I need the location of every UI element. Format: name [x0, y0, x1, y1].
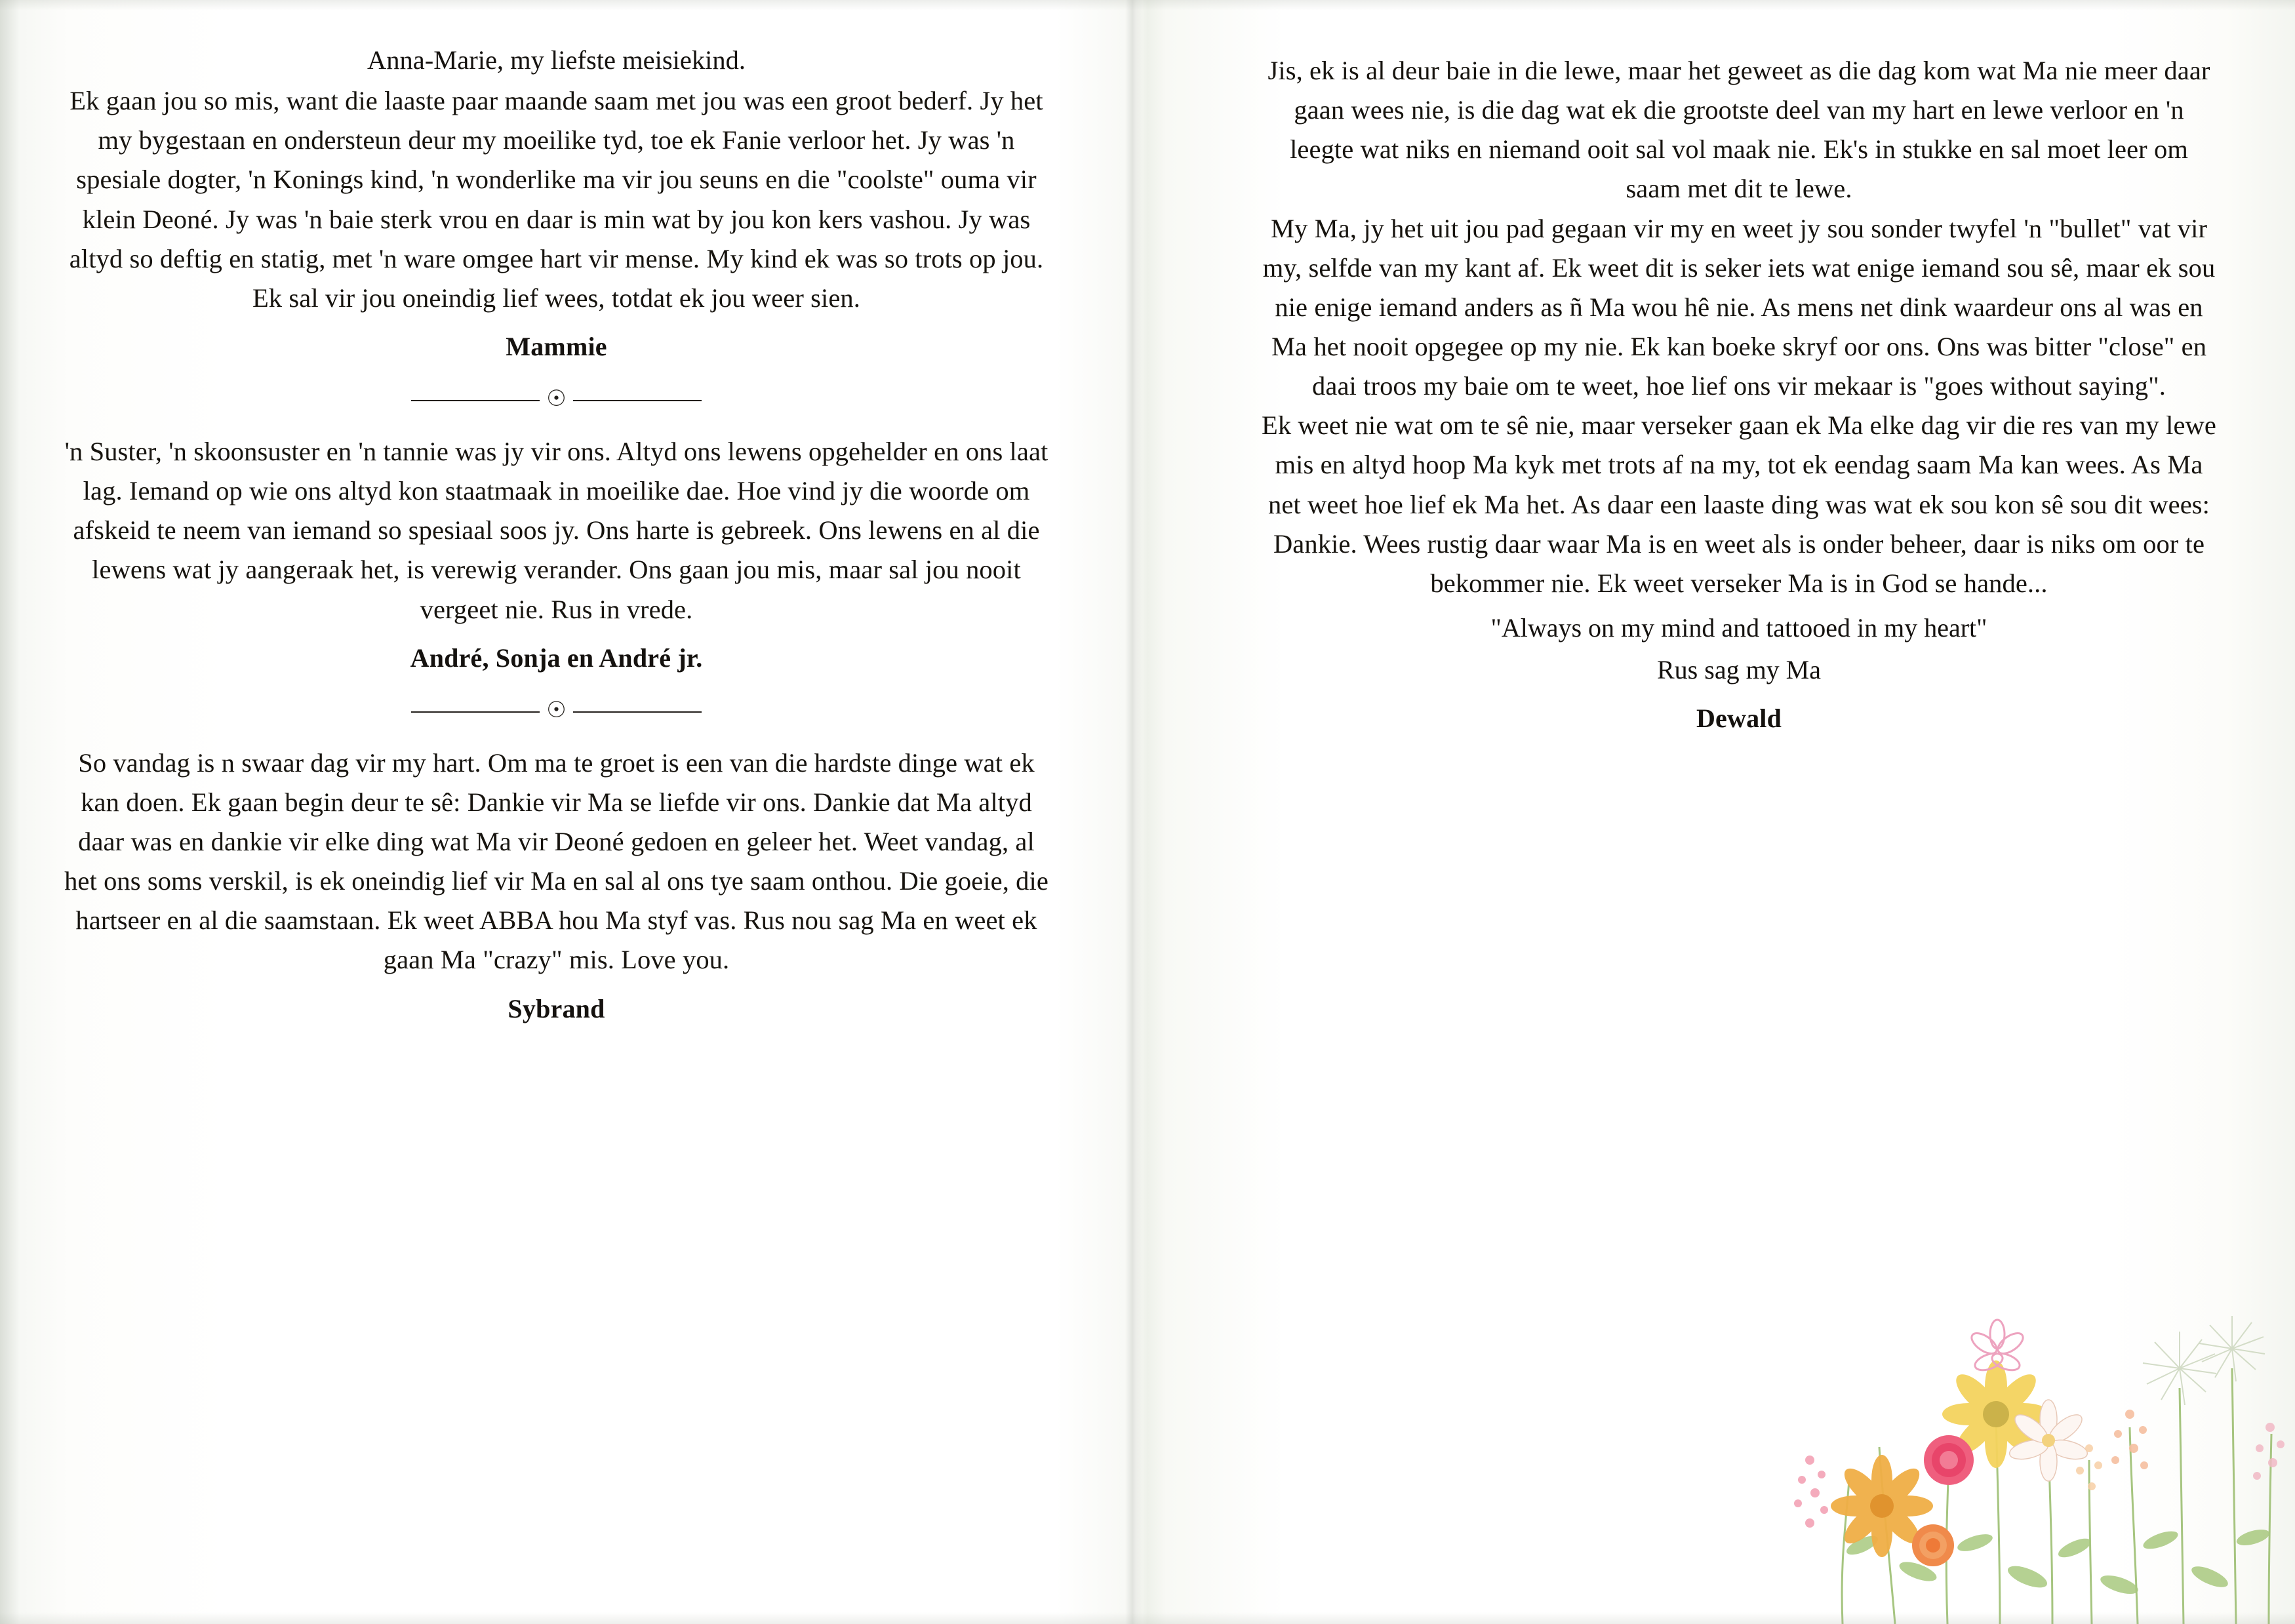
divider-rule-left — [411, 711, 540, 713]
ornament-icon: ☉ — [546, 386, 567, 411]
page-edge-left — [0, 0, 20, 1624]
ornament-divider-2 — [62, 700, 1050, 724]
tribute-mammie-salutation: Anna-Marie, my liefste meisiekind. — [367, 45, 746, 75]
tribute-dewald-quote: "Always on my mind and tattooed in my heart" — [1490, 612, 1987, 643]
divider-rule-right — [573, 400, 702, 401]
tribute-sybrand — [62, 743, 1050, 1029]
divider-rule-right — [573, 711, 702, 713]
page-gutter — [1125, 0, 1142, 1624]
right-page — [1129, 0, 2295, 1624]
page-edge-bottom — [0, 1612, 2295, 1624]
tribute-dewald-closing: Rus sag my Ma — [1657, 654, 1821, 684]
tribute-mammie-signature: Mammie — [506, 331, 607, 361]
tribute-dewald-para-2: My Ma, jy het uit jou pad gegaan vir my en weet jy sou sonder twyfel 'n "bullet" vat vir my, selfde van my kant af. Ek weet dit is seker iets wat enige iemand sou sê, maar ek sou nie enige iemand anders as ñ Ma wou hê nie. As mens net dink waardeur ons al was en Ma het nooit opgegee op my nie. Ek kan boeke skryf oor ons. Ons was bitter "close" en daai troos my baie om te weet, hoe lief ons vir mekaar is "goes without saying". — [1262, 213, 2216, 401]
tribute-sybrand-body: So vandag is n swaar dag vir my hart. Om ma te groet is een van die hardste dinge wat ek kan doen. Ek gaan begin deur te sê: Dankie vir Ma se liefde vir ons. Dankie dat Ma altyd daar was en dankie vir elke ding wat Ma vir Deoné gedoen en geleer het. Weet vandag, al het ons soms verskil, is ek oneindig lief vir Ma en sal al ons tye saam onthou. Die goeie, die hartseer en al die saamstaan. Ek weet ABBA hou Ma styf vas. Rus nou sag Ma en weet ek gaan Ma "crazy" mis. Love you. — [64, 747, 1048, 975]
tribute-dewald — [1260, 51, 2218, 738]
wildflower-illustration-icon — [1784, 1152, 2295, 1624]
page-edge-top — [0, 0, 2295, 10]
tribute-dewald-para-3: Ek weet nie wat om te sê nie, maar verseker gaan ek Ma elke dag vir die res van my lewe mis en altyd hoop Ma kyk met trots af na my, tot ek eendag saam Ma kan wees. As Ma net weet hoe lief ek Ma het. As daar een laaste ding was wat ek sou kon sê sou dit wees: Dankie. Wees rustig daar waar Ma is en weet als is onder beheer, daar is niks om oor te bekommer nie. Ek weet verseker Ma is in God se hande... — [1262, 410, 2216, 598]
tribute-andre-signature: André, Sonja en André jr. — [410, 643, 703, 673]
tribute-andre — [62, 432, 1050, 678]
tribute-dewald-signature: Dewald — [1696, 703, 1782, 733]
tribute-mammie-body: Ek gaan jou so mis, want die laaste paar maande saam met jou was een groot bederf. Jy het my bygestaan en ondersteun deur my moeilike tyd, toe ek Fanie verloor het. Jy was 'n spesiale dogter, 'n Konings kind, 'n wonderlike ma vir jou seuns en die "coolste" ouma vir klein Deoné. Jy was 'n baie sterk vrou en daar is min wat by jou kon kers vashou. Jy was altyd so deftig en statig, met 'n ware omgee hart vir mense. My kind ek was so trots op jou. Ek sal vir jou oneindig lief wees, totdat ek jou weer sien. — [69, 86, 1044, 313]
divider-rule-left — [411, 400, 540, 401]
ornament-divider-1 — [62, 386, 1050, 412]
ornament-icon: ☉ — [546, 698, 567, 723]
tribute-andre-body: 'n Suster, 'n skoonsuster en 'n tannie was jy vir ons. Altyd ons lewens opgehelder en ons laat lag. Iemand op wie ons altyd kon staatmaak in moeilike dae. Hoe vind jy die woorde om afskeid te neem van iemand so spesiaal soos jy. Ons harte is gebreek. Ons lewens en al die lewens wat jy aangeraak het, is verewig verander. Ons gaan jou mis, maar sal jou nooit vergeet nie. Rus in vrede. — [64, 436, 1048, 624]
left-page — [0, 0, 1129, 1624]
tribute-mammie — [62, 41, 1050, 366]
tribute-dewald-para-1: Jis, ek is al deur baie in die lewe, maar het geweet as die dag kom wat Ma nie meer daar gaan wees nie, is die dag wat ek die grootste deel van my hart en lewe verloor en 'n leegte wat niks en niemand ooit sal vol maak nie. Ek's in stukke en sal moet leer om saam met dit te lewe. — [1267, 56, 2210, 204]
tribute-sybrand-signature: Sybrand — [508, 993, 605, 1023]
